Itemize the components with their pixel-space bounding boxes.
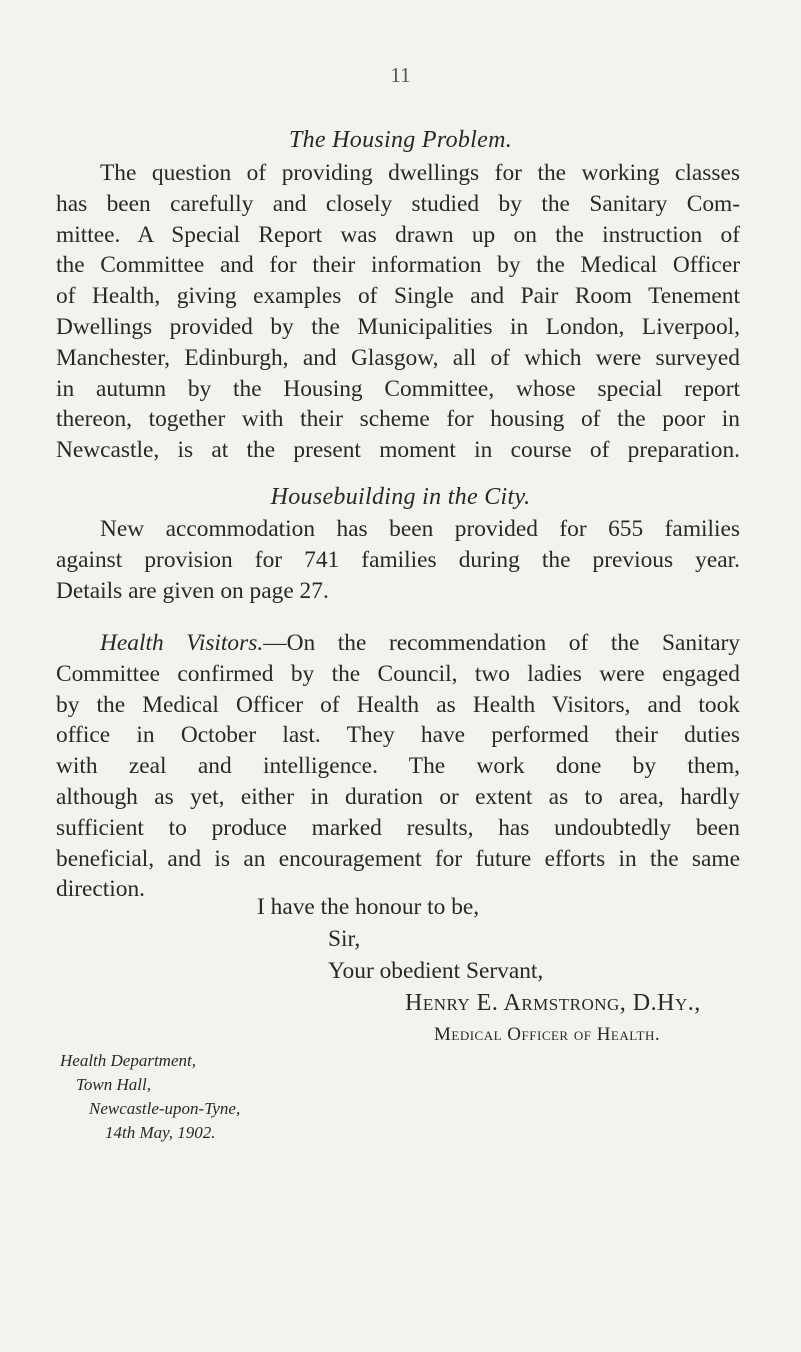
address-line-department: Health Department,	[60, 1051, 196, 1070]
text-line: mittee. A Special Report was drawn up on the instruction of	[56, 221, 740, 248]
address-line-town-hall: Town Hall,	[76, 1075, 151, 1094]
text-line: although as yet, either in duration or extent as to area, hardly	[56, 783, 740, 810]
text-line: in autumn by the Housing Committee, whose special report	[56, 375, 740, 402]
text-line: The question of providing dwellings for the working classes	[100, 160, 740, 186]
closing-honour-line: I have the honour to be,	[257, 894, 480, 920]
address-line-city: Newcastle-upon-Tyne,	[89, 1099, 241, 1118]
health-visitors-first-line: —On the recommendation of the Sanitary	[263, 630, 740, 656]
text-line: Newcastle, is at the present moment in course of preparation.	[56, 437, 740, 464]
text-line: thereon, together with their scheme for housing of the poor in	[56, 406, 740, 433]
text-line: with zeal and intelligence. The work done by them,	[56, 753, 740, 780]
text-line: New accommodation has been provided for 655 families	[100, 516, 740, 542]
text-line: beneficial, and is an encouragement for future efforts in the same	[56, 845, 740, 872]
text-line: against provision for 741 families during the previous year.	[56, 546, 740, 573]
text-line: has been carefully and closely studied by the Sanitary Com-	[56, 190, 740, 217]
paragraph-housing-problem	[56, 158, 740, 466]
paragraph-health-visitors	[56, 628, 740, 905]
page-number: 11	[390, 63, 411, 87]
text-line: sufficient to produce marked results, has undoubtedly been	[56, 814, 740, 841]
signatory-name: Henry E. Armstrong, D.Hy.,	[405, 990, 701, 1016]
text-line: the Committee and for their information by the Medical Officer	[56, 252, 740, 279]
closing-servant-line: Your obedient Servant,	[328, 958, 544, 984]
section-heading-housing-problem: The Housing Problem.	[288, 127, 513, 153]
health-visitors-lead: Health Visitors.	[100, 630, 264, 656]
address-date: 14th May, 1902.	[105, 1123, 216, 1142]
text-line: direction.	[56, 876, 145, 903]
closing-salutation: Sir,	[328, 926, 361, 952]
signatory-title: Medical Officer of Health.	[434, 1024, 661, 1045]
text-line: of Health, giving examples of Single and Pair Room Tenement	[56, 283, 740, 310]
text-line	[56, 628, 740, 659]
text-line: Details are given on page 27.	[56, 577, 329, 604]
paragraph-housebuilding	[56, 514, 740, 606]
section-heading-housebuilding: Housebuilding in the City.	[270, 484, 531, 510]
text-line: by the Medical Officer of Health as Health Visitors, and took	[56, 691, 740, 718]
text-line: Dwellings provided by the Municipalities in London, Liverpool,	[56, 313, 740, 340]
text-line: Committee confirmed by the Council, two ladies were engaged	[56, 660, 740, 687]
text-line: Manchester, Edinburgh, and Glasgow, all of which were surveyed	[56, 344, 740, 371]
text-line: office in October last. They have performed their duties	[56, 722, 740, 749]
